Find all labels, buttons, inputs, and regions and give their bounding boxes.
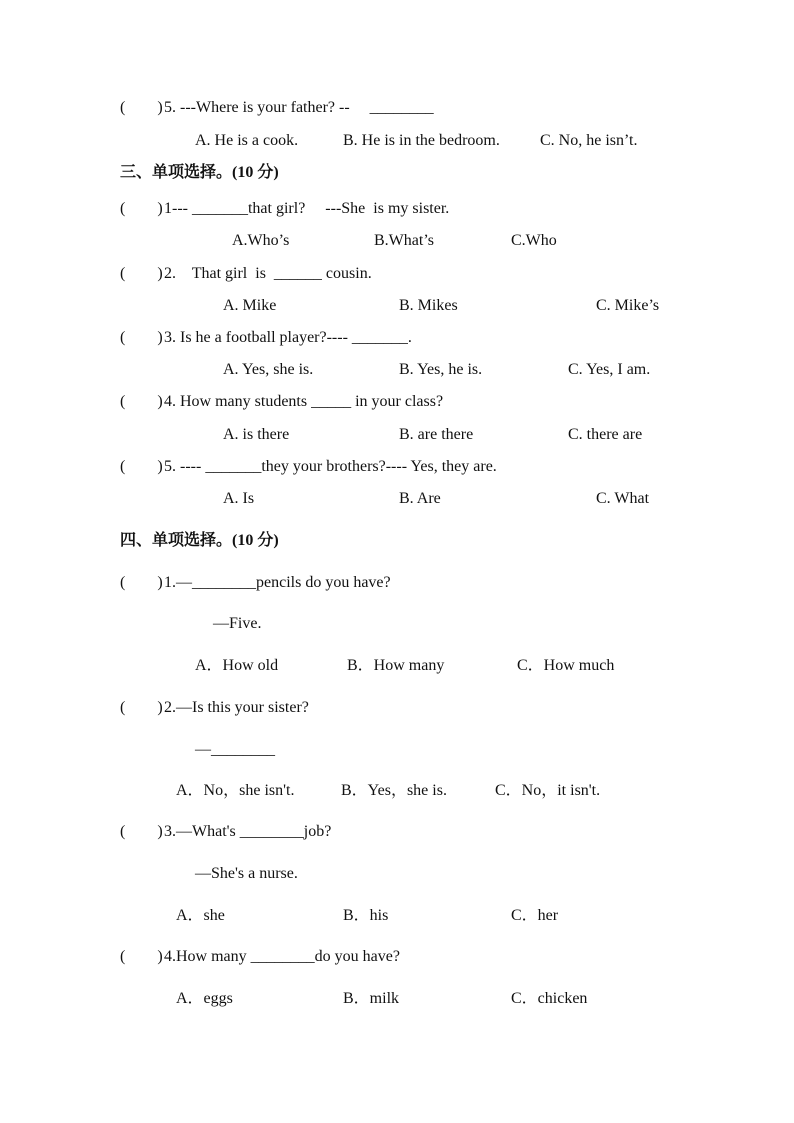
question-paren[interactable]: ( ) <box>120 99 163 116</box>
option-a[interactable]: A．eggs <box>176 990 233 1007</box>
question-paren[interactable]: ( ) <box>120 823 163 840</box>
option-b[interactable]: B．Yes，she is. <box>341 782 447 799</box>
option-c[interactable]: C. Yes, I am. <box>568 361 651 378</box>
question-paren[interactable]: ( ) <box>120 458 163 475</box>
question-paren[interactable]: ( ) <box>120 200 163 217</box>
option-c[interactable]: C. there are <box>568 426 643 443</box>
option-b[interactable]: B．milk <box>343 990 400 1007</box>
option-a[interactable]: A．How old <box>195 657 279 674</box>
option-b[interactable]: B．How many <box>347 657 445 674</box>
question-stem: 5. ---Where is your father? -- ________ <box>164 99 434 116</box>
option-b[interactable]: B.What’s <box>374 232 434 249</box>
option-b[interactable]: B. Mikes <box>399 297 458 314</box>
option-c[interactable]: C．No，it isn't. <box>495 782 601 799</box>
option-b[interactable]: B. Yes, he is. <box>399 361 483 378</box>
question-stem: 5. ---- _______they your brothers?---- Yes, they are. <box>164 458 497 475</box>
option-c[interactable]: C．How much <box>517 657 615 674</box>
option-a[interactable]: A. is there <box>223 426 290 443</box>
question-stem: 4.How many ________do you have? <box>164 948 400 965</box>
option-c[interactable]: C. What <box>596 490 650 507</box>
section-heading: 四、单项选择。(10 分) <box>120 532 279 549</box>
answer-line: —Five. <box>213 615 262 632</box>
option-a[interactable]: A. He is a cook. <box>195 132 299 149</box>
question-paren[interactable]: ( ) <box>120 574 163 591</box>
question-stem: 3.—What's ________job? <box>164 823 332 840</box>
option-b[interactable]: B．his <box>343 907 389 924</box>
answer-line[interactable]: —________ <box>195 741 275 758</box>
option-a[interactable]: A. Is <box>223 490 255 507</box>
question-paren[interactable]: ( ) <box>120 948 163 965</box>
question-stem: 3. Is he a football player?---- _______. <box>164 329 412 346</box>
option-b[interactable]: B. are there <box>399 426 474 443</box>
option-b[interactable]: B. Are <box>399 490 441 507</box>
option-c[interactable]: C. Mike’s <box>596 297 660 314</box>
question-paren[interactable]: ( ) <box>120 699 163 716</box>
option-c[interactable]: C．her <box>511 907 559 924</box>
question-paren[interactable]: ( ) <box>120 265 163 282</box>
option-c[interactable]: C. No, he isn’t. <box>540 132 638 149</box>
option-c[interactable]: C.Who <box>511 232 557 249</box>
option-a[interactable]: A. Mike <box>223 297 277 314</box>
question-stem: 1.—________pencils do you have? <box>164 574 391 591</box>
question-paren[interactable]: ( ) <box>120 393 163 410</box>
option-a[interactable]: A. Yes, she is. <box>223 361 314 378</box>
option-b[interactable]: B. He is in the bedroom. <box>343 132 500 149</box>
option-a[interactable]: A.Who’s <box>232 232 290 249</box>
question-stem: 2.—Is this your sister? <box>164 699 309 716</box>
option-c[interactable]: C．chicken <box>511 990 588 1007</box>
option-a[interactable]: A．No，she isn't. <box>176 782 295 799</box>
question-paren[interactable]: ( ) <box>120 329 163 346</box>
option-a[interactable]: A．she <box>176 907 225 924</box>
question-stem: 1--- _______that girl? ---She is my sister. <box>164 200 450 217</box>
question-stem: 2. That girl is ______ cousin. <box>164 265 372 282</box>
answer-line: —She's a nurse. <box>195 865 298 882</box>
question-stem: 4. How many students _____ in your class? <box>164 393 444 410</box>
section-heading: 三、单项选择。(10 分) <box>120 164 279 181</box>
